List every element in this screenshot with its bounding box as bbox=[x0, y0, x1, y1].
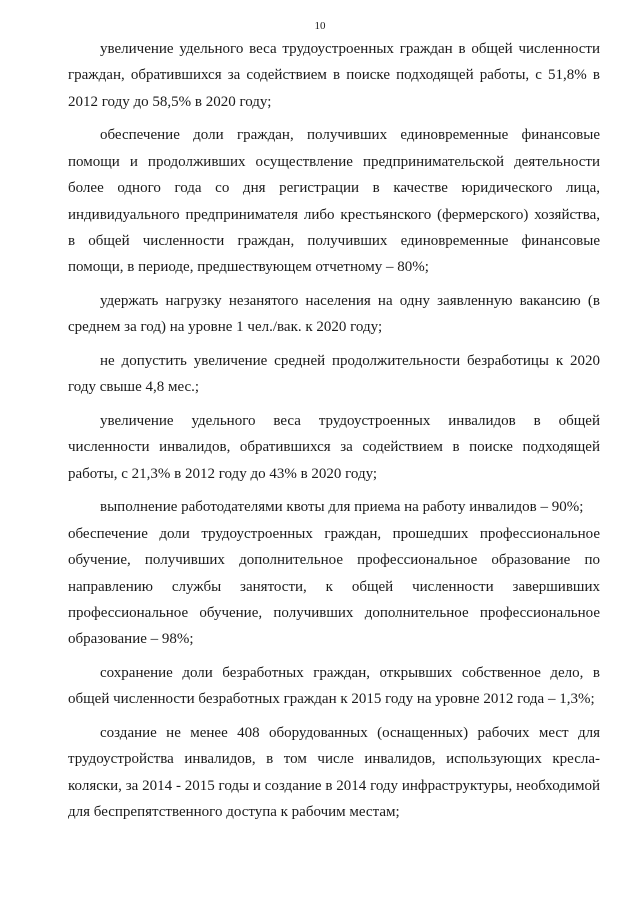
paragraph-financial-assistance: обеспечение доли граждан, получивших единовременные финансовые помощи и продолживших осуществление предпринимательской деятельности более одного года со дня регистрации в качестве юридического лица, индивидуального предпринимателя либо крестьянского (фермерского) хозяйства, в общей численности граждан, получивших единовременные финансовые помощи, в периоде, предшествующем отчетному – 80%; bbox=[68, 127, 600, 276]
page-number: 10 bbox=[314, 20, 326, 32]
paragraph-disability-quota: выполнение работодателями квоты для приема на работу инвалидов – 90%; bbox=[100, 499, 584, 516]
paragraph-employed-disabled: увеличение удельного веса трудоустроенных инвалидов в общей численности инвалидов, обратившихся за содействием в поиске подходящей работы, с 21,3% в 2012 году до 43% в 2020 году; bbox=[68, 413, 600, 482]
paragraph-workplaces-disabled: создание не менее 408 оборудованных (оснащенных) рабочих мест для трудоустройства инвалидов, в том числе инвалидов, использующих кресла-коляски, за 2014 - 2015 годы и создание в 2014 году инфраструктуры, необходимой для беспрепятственного доступа к рабочим местам; bbox=[68, 725, 600, 821]
body-text bbox=[68, 36, 600, 833]
paragraph-employed-citizens: увеличение удельного веса трудоустроенных граждан в общей численности граждан, обратившихся за содействием в поиске подходящей работы, с 51,8% в 2012 году до 58,5% в 2020 году; bbox=[68, 41, 600, 110]
paragraph-vocational-training: обеспечение доли трудоустроенных граждан, прошедших профессиональное обучение, получивших дополнительное профессиональное образование по направлению службы занятости, к общей численности завершивших профессиональное обучение, получивших дополнительное профессиональное образование – 98%; bbox=[68, 525, 600, 648]
paragraph-unemployment-duration: не допустить увеличение средней продолжительности безработицы к 2020 году свыше 4,8 мес.; bbox=[68, 353, 600, 396]
paragraph-vacancy-load: удержать нагрузку незанятого населения на одну заявленную вакансию (в среднем за год) на уровне 1 чел./вак. к 2020 году; bbox=[68, 293, 600, 336]
paragraph-own-business: сохранение доли безработных граждан, открывших собственное дело, в общей численности безработных граждан к 2015 году на уровне 2012 года – 1,3%; bbox=[68, 665, 600, 708]
